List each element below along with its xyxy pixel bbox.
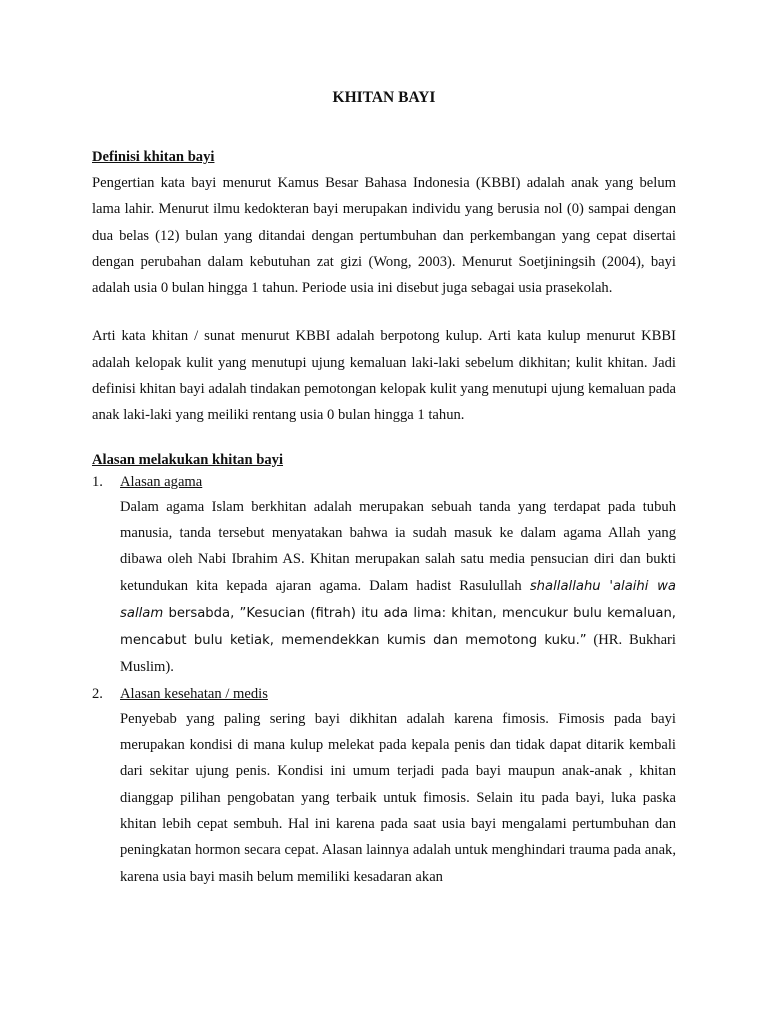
list-item-alasan-agama [92,473,676,681]
hadith-quote: bersabda, ”Kesucian (fitrah) itu ada lima: khitan, mencukur bulu kemaluan, mencabut bulu ketiak, memendekkan kumis dan memotong kuku.” [120,605,676,649]
section-heading-definisi: Definisi khitan bayi [92,149,215,165]
section-heading-alasan: Alasan melakukan khitan bayi [92,451,284,468]
paragraph-definisi-bayi: Pengertian kata bayi menurut Kamus Besar Bahasa Indonesia (KBBI) adalah anak yang belum lama lahir. Menurut ilmu kedokteran bayi merupakan individu yang berusia nol (0) sampai dengan dua belas (12) bulan yang ditandai dengan pertumbuhan dan perkembangan yang cepat disertai dengan perubahan dalam kebutuhan zat gizi (Wong, 2003). Menurut Soetjiningsih (2004), bayi adalah usia 0 bulan hingga 1 tahun. Periode usia ini disebut juga sebagai usia prasekolah. [92,175,676,297]
text-italic-segment: shallallahu 'alaihi wa sallam [120,578,676,621]
document-title: KHITAN BAYI [332,89,436,106]
list-item-title: Alasan kesehatan / medis [120,685,268,702]
list-item-text: Penyebab yang paling sering bayi dikhitan adalah karena fimosis. Fimosis pada bayi merupakan kondisi di mana kulup melekat pada kepala penis dan tidak dapat ditarik kembali dari sekitar ujung penis. Kondisi ini umum terjadi pada bayi maupun anak-anak , khitan dianggap pilihan pengobatan yang terbaik untuk fimosis. Selain itu pada bayi, luka paska khitan lebih cepat sembuh. Hal ini karena pada saat usia bayi mengalami pertumbuhan dan peningkatan hormon secara cepat. Alasan lainnya adalah untuk menghindari trauma pada anak, karena usia bayi masih belum memiliki kesadaran akan [120,710,676,885]
paragraph-spacer [92,429,676,451]
list-number: 2. [92,685,103,702]
paragraph-spacer [92,301,676,323]
list-item-alasan-kesehatan [92,685,676,890]
list-item-text [120,494,676,681]
paragraph-arti-khitan: Arti kata khitan / sunat menurut KBBI adalah berpotong kulup. Arti kata kulup menurut KBBI adalah kelopak kulit yang menutupi ujung kemaluan laki-laki sebelum dikhitan; kulit khitan. Jadi definisi khitan bayi adalah tindakan pemotongan kelopak kulit yang menutupi ujung kemaluan pada anak laki-laki yang meiliki rentang usia 0 bulan hingga 1 tahun. [92,328,676,424]
list-number: 1. [92,473,103,490]
list-item-title: Alasan agama [120,473,203,490]
text-segment: (HR. Bukhari Muslim). [120,632,676,676]
text-segment: Dalam agama Islam berkhitan adalah merupakan sebuah tanda yang terdapat pada tubuh manusia, tanda tersebut menyatakan bahwa ia sudah masuk ke dalam agama Allah yang dibawa oleh Nabi Ibrahim AS. Khitan merupakan salah satu media pensucian diri dan bukti ketundukan kita kepada ajaran agama. Dalam hadist Rasulullah [120,498,676,594]
